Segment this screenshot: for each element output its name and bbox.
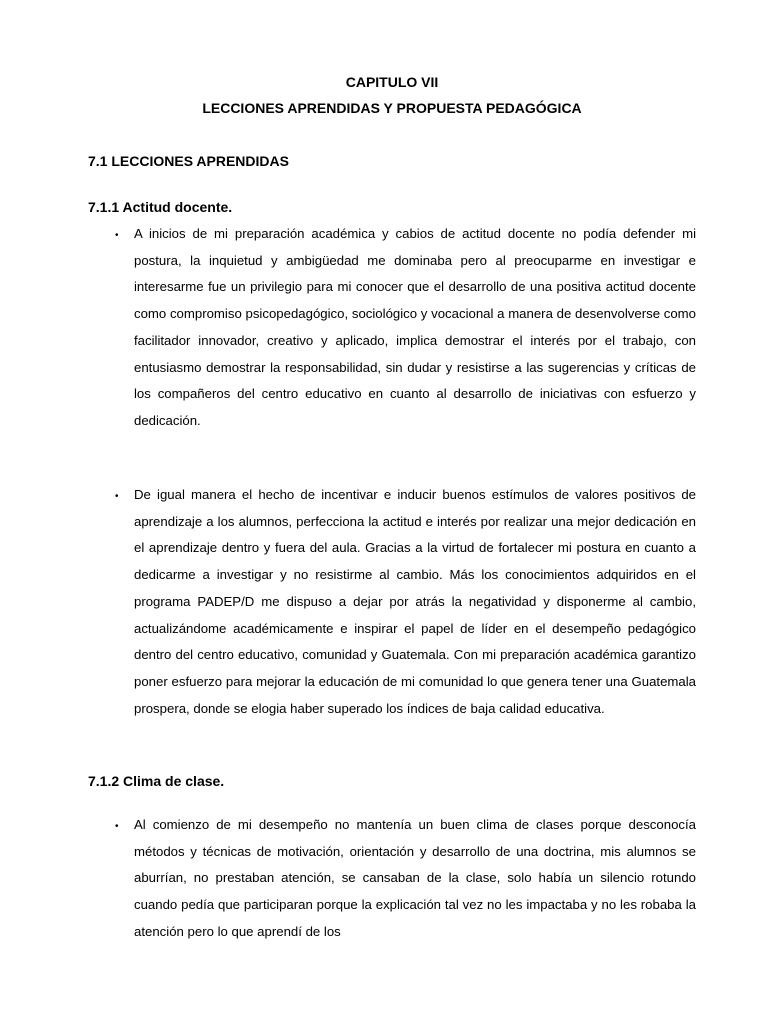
bullet-marker: • <box>115 230 119 241</box>
paragraph-actitud-1: A inicios de mi preparación académica y cabios de actitud docente no podía defender mi postura, la inquietud y ambigüedad me dominaba pero al preocuparme en investigar e interesarme fue un privilegio para mi conocer que el desarrollo de una positiva actitud docente como compromiso psicopedagógico, sociológico y vocacional a manera de desenvolverse como facilitador innovador, creativo y aplicado, implica demostrar el interés por el trabajo, con entusiasmo demostrar la responsabilidad, sin dudar y resistirse a las sugerencias y críticas de los compañeros del centro educativo en cuanto al desarrollo de iniciativas con esfuerzo y dedicación. <box>134 226 696 428</box>
section-heading-7-1-1: 7.1.1 Actitud docente. <box>88 199 233 215</box>
section-heading-7-1: 7.1 LECCIONES APRENDIDAS <box>88 153 289 169</box>
paragraph-clima-1: Al comienzo de mi desempeño no mantenía un buen clima de clases porque desconocía métodos y técnicas de motivación, orientación y desarrollo de una doctrina, mis alumnos se aburrían, no prestaban atención, se cansaban de la clase, solo había un silencio rotundo cuando pedía que participaran porque la explicación tal vez no les impactaba y no les robaba la atención pero lo que aprendí de los <box>134 817 696 939</box>
chapter-number-title: CAPITULO VII <box>345 74 439 90</box>
bullet-marker: • <box>115 491 119 502</box>
chapter-title: LECCIONES APRENDIDAS Y PROPUESTA PEDAGÓGICA <box>202 100 582 116</box>
bullet-marker: • <box>115 821 119 832</box>
section-heading-7-1-2: 7.1.2 Clima de clase. <box>88 773 225 789</box>
paragraph-actitud-2: De igual manera el hecho de incentivar e inducir buenos estímulos de valores positivos de aprendizaje a los alumnos, perfecciona la actitud e interés por realizar una mejor dedicación en el aprendizaje dentro y fuera del aula. Gracias a la virtud de fortalecer mi postura en cuanto a dedicarme a investigar y no resistirme al cambio. Más los conocimientos adquiridos en el programa PADEP/D me dispuso a dejar por atrás la negatividad y disponerme al cambio, actualizándome académicamente e inspirar el papel de líder en el desempeño pedagógico dentro del centro educativo, comunidad y Guatemala. Con mi preparación académica garantizo poner esfuerzo para mejorar la educación de mi comunidad lo que genera tener una Guatemala prospera, donde se elogia haber superado los índices de baja calidad educativa. <box>134 487 696 716</box>
